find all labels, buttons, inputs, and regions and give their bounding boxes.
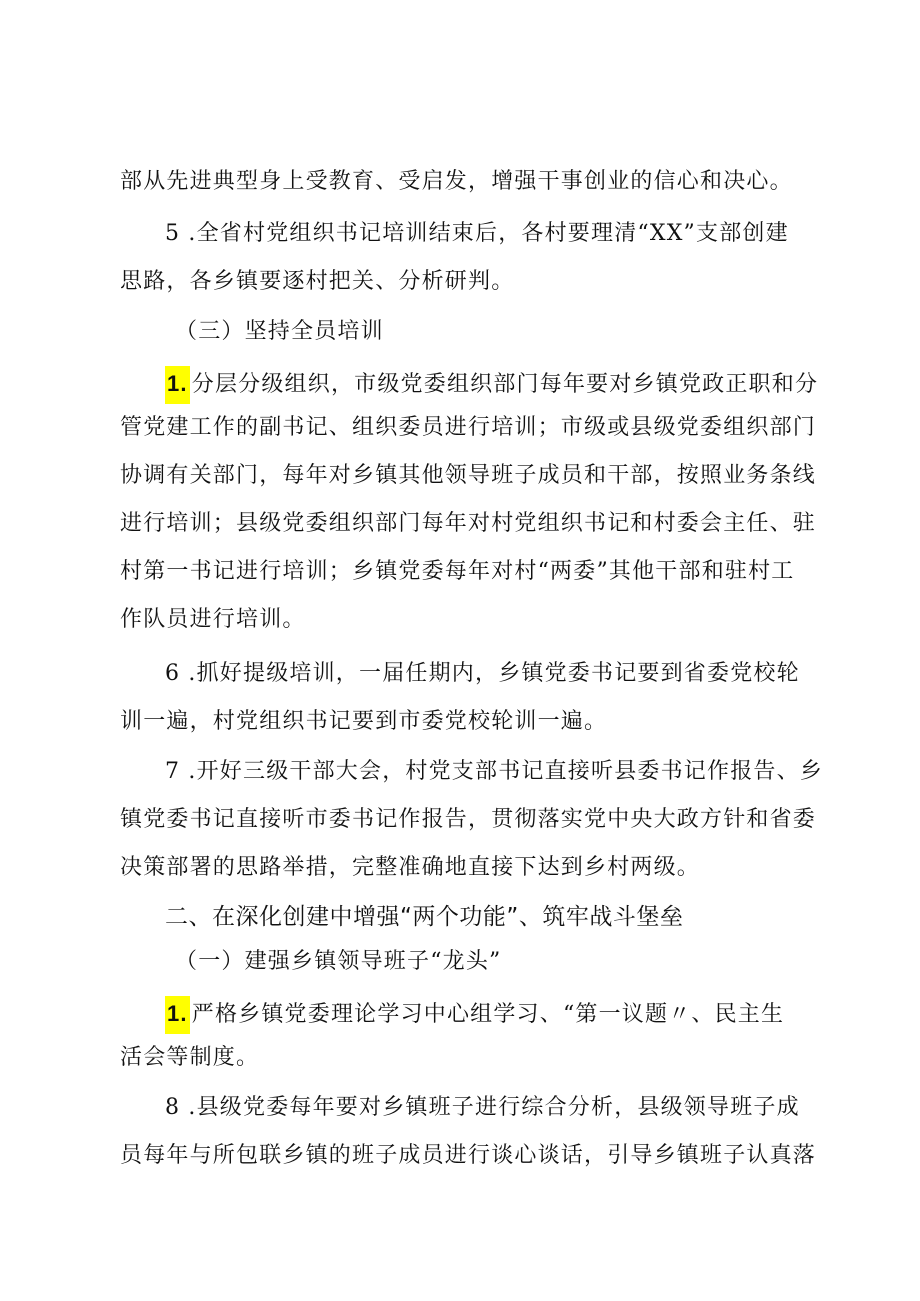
line-text: 思路，各乡镇要逐村把关、分析研判。 bbox=[120, 269, 515, 294]
line-text: 二、在深化创建中增强“两个功能”、筑牢战斗堡垒 bbox=[165, 904, 684, 930]
item-number: 8 bbox=[165, 1095, 181, 1120]
line-text: 进行培训；县级党委组织部门每年对村党组织书记和村委会主任、驻 bbox=[120, 511, 817, 536]
item-1-line bbox=[165, 996, 865, 1034]
paragraph-line bbox=[120, 558, 820, 586]
paragraph-line bbox=[120, 708, 820, 736]
paragraph-line bbox=[120, 414, 820, 442]
line-text: .抓好提级培训，一届任期内，乡镇党委书记要到省委党校轮 bbox=[180, 661, 800, 686]
line-text: （一）建强乡镇领导班子“龙头” bbox=[175, 949, 502, 974]
item-number: 7 bbox=[165, 759, 181, 784]
line-text: 严格乡镇党委理论学习中心组学习、“第一议题〃、民主生 bbox=[191, 1002, 785, 1027]
line-text: 管党建工作的副书记、组织委员进行培训；市级或县级党委组织部门 bbox=[120, 415, 817, 440]
line-text: （三）坚持全员培训 bbox=[175, 319, 384, 344]
paragraph-line bbox=[120, 462, 820, 490]
chapter-heading bbox=[165, 903, 865, 931]
paragraph-line bbox=[120, 268, 820, 296]
paragraph-line bbox=[120, 168, 820, 196]
line-text: 决策部署的思路举措，完整准确地直接下达到乡村两级。 bbox=[120, 855, 701, 880]
line-text: 部从先进典型身上受教育、受启发，增强干事创业的信心和决心。 bbox=[120, 169, 793, 194]
paragraph-line bbox=[120, 510, 820, 538]
item-number: 6 bbox=[165, 661, 181, 686]
item-5-line bbox=[165, 220, 865, 248]
line-text: .县级党委每年要对乡镇班子进行综合分析，县级领导班子成 bbox=[180, 1095, 800, 1120]
item-8-line bbox=[165, 1094, 865, 1122]
item-1-line bbox=[165, 366, 865, 404]
line-text: 协调有关部门，每年对乡镇其他领导班子成员和干部，按照业务条线 bbox=[120, 463, 817, 488]
line-text: 村第一书记进行培训；乡镇党委每年对村“两委”其他干部和驻村工 bbox=[120, 559, 795, 584]
section-heading bbox=[175, 318, 875, 346]
highlighted-number: 1. bbox=[165, 366, 190, 404]
line-text: 分层分级组织，市级党委组织部门每年要对乡镇党政正职和分 bbox=[191, 372, 819, 397]
item-6-line bbox=[165, 660, 865, 688]
item-7-line bbox=[165, 758, 865, 786]
paragraph-line bbox=[120, 854, 820, 882]
paragraph-line bbox=[120, 1142, 820, 1170]
line-text: .开好三级干部大会，村党支部书记直接听县委书记作报告、乡 bbox=[180, 759, 823, 784]
line-text: 员每年与所包联乡镇的班子成员进行谈心谈话，引导乡镇班子认真落 bbox=[120, 1143, 817, 1168]
line-text: 训一遍，村党组织书记要到市委党校轮训一遍。 bbox=[120, 709, 608, 734]
section-heading bbox=[175, 948, 875, 976]
line-text: 作队员进行培训。 bbox=[120, 607, 306, 632]
item-number: 5 bbox=[165, 221, 181, 246]
paragraph-line bbox=[120, 806, 820, 834]
paragraph-line bbox=[120, 606, 820, 634]
line-text: .全省村党组织书记培训结束后，各村要理清“XX”支部创建 bbox=[180, 221, 789, 246]
highlighted-number: 1. bbox=[165, 996, 190, 1034]
paragraph-line bbox=[120, 1044, 820, 1072]
line-text: 活会等制度。 bbox=[120, 1045, 260, 1070]
line-text: 镇党委书记直接听市委书记作报告，贯彻落实党中央大政方针和省委 bbox=[120, 807, 817, 832]
